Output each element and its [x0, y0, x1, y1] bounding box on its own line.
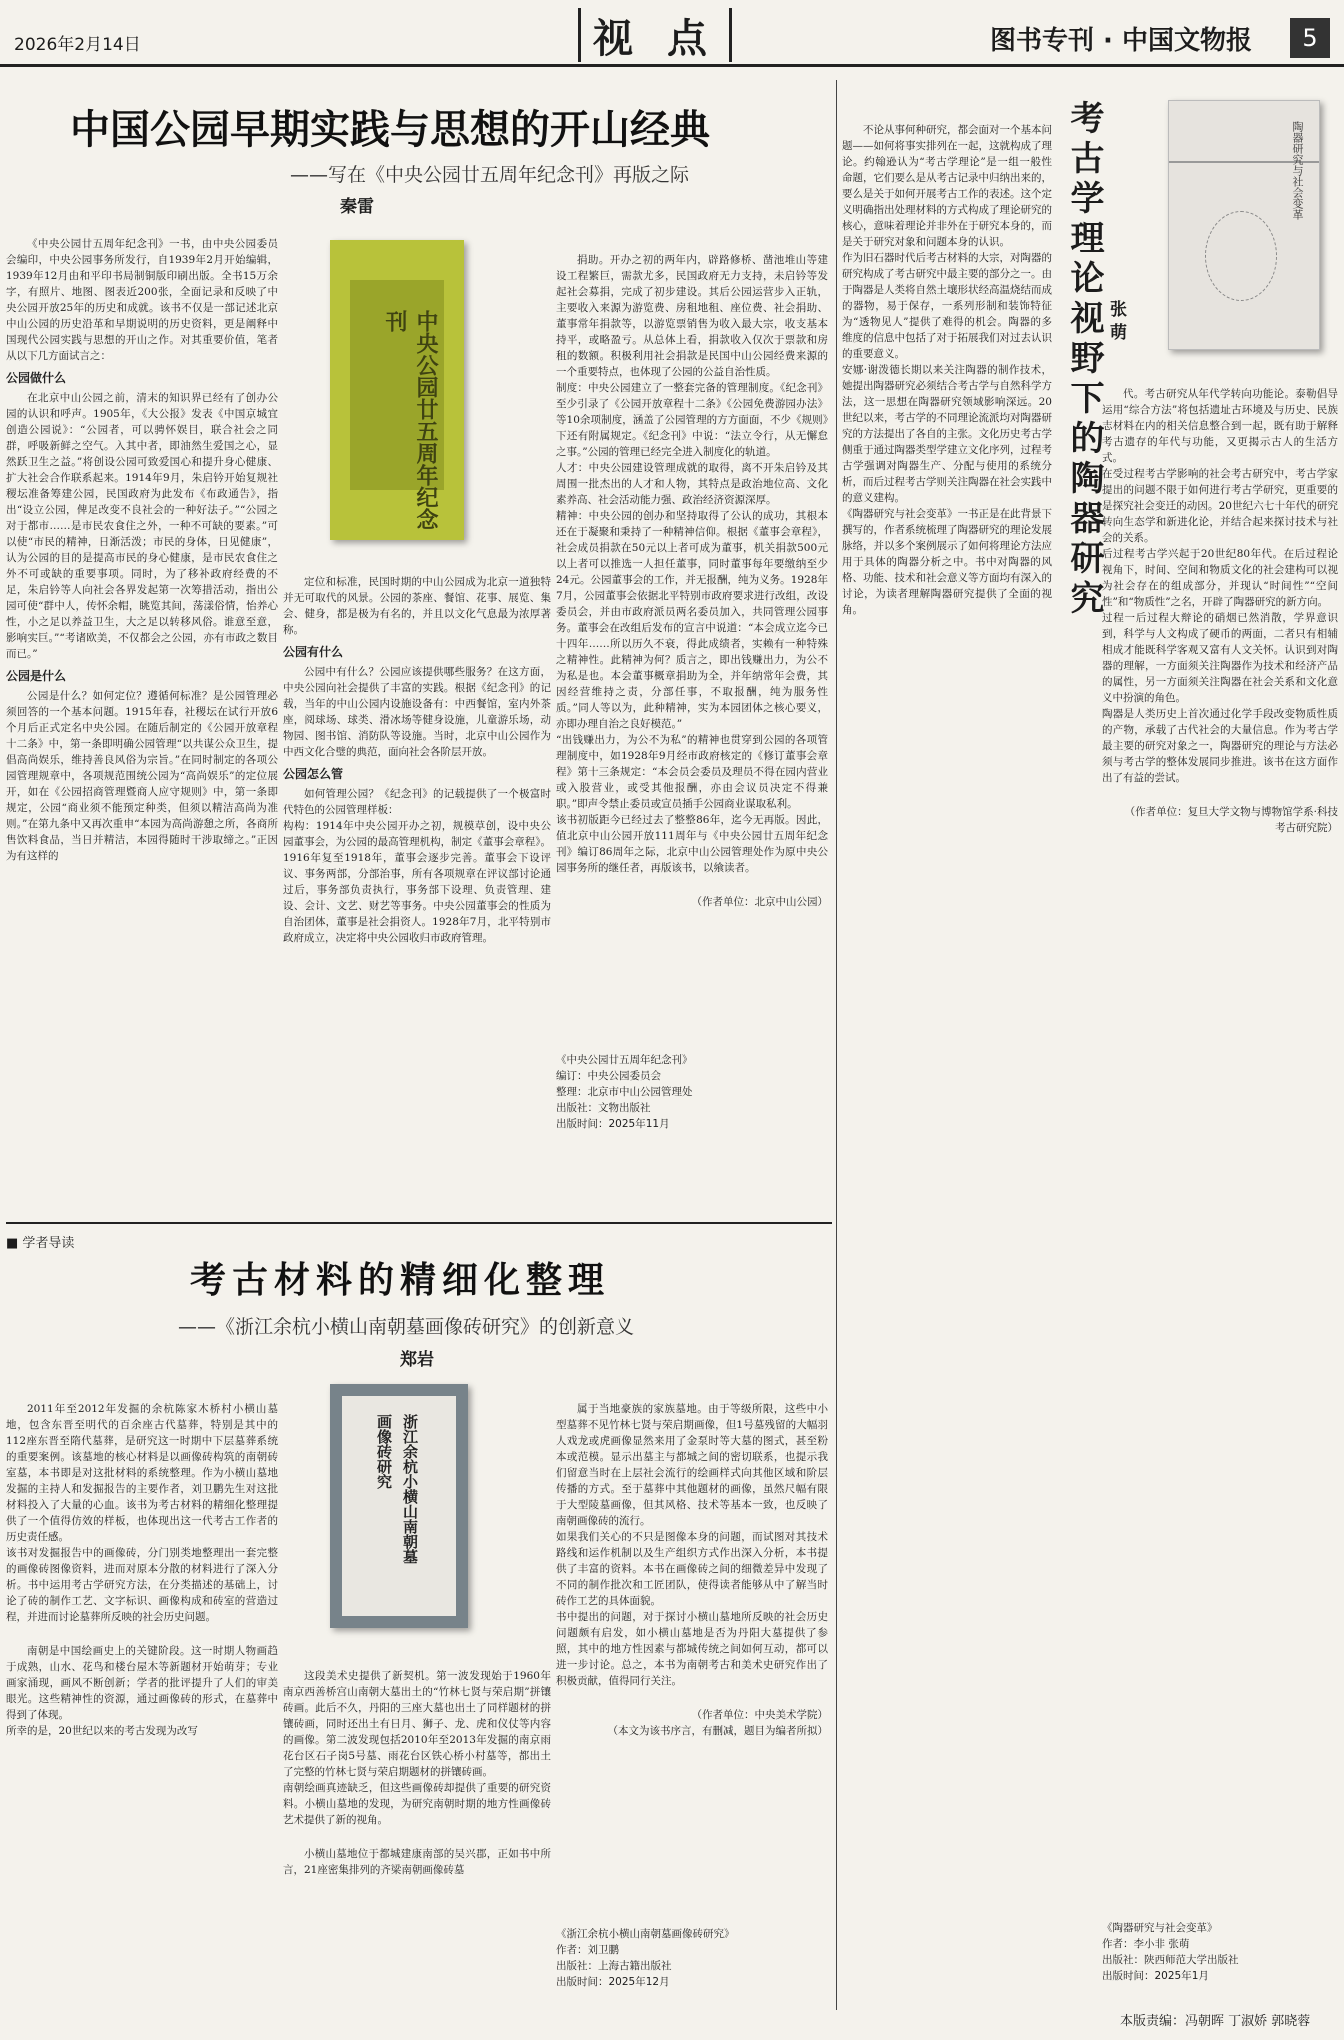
article1-author: 秦雷	[340, 197, 374, 217]
article1-heading-what: 公园是什么	[6, 669, 67, 683]
column-divider	[836, 80, 837, 2010]
article1-column-2	[283, 574, 551, 1214]
article1-column-3	[556, 236, 828, 996]
article1-who: 在北京中山公园之前，清末的知识界已经有了创办公园的认识和呼声。1905年，《大公报》发表《中国京城宜创造公园说》：“公园者，可以骋怀娱目，联合社会之同群，呼吸新鲜之空气。入其中者，即油然生爱国之心，显然跃卫生之益。”将创设公园可致爱国心和提升身心健康、扩大社会合作联系起来。1914年9月，朱启钤开始复规社稷坛准备筹建公园，民国政府为此发布《布政通告》，指出“设立公园，俾足改变不良社会的一种好法子。”“公园之对于都市……是市民农食住之外，一种不可缺的要素。”可以使“市民的精神，日渐活泼；市民的身体，日见健康”，认为公园的目的是提高市民的身心健康，是市民农食住之外不可或缺的重要事项。同时，为了移补政府经费的不足，朱启钤等人向社会各界发起第一次筹措活动，指出公园可使“群中人，传怀余帽，眺览其间，荡漾俗情，怡养心性，小之足以养益卫生，大之足以转移风俗。谁意至意，影响实巨。”“考诸欧美，不仅都会之公园，亦有市政之数目而已。”	[6, 392, 278, 660]
book-cover-xiaohengshan: 浙江余杭小横山南朝墓 画像砖研究	[330, 1384, 468, 1628]
book-date: 出版时间：2025年11月	[556, 1118, 670, 1130]
masthead-divider	[0, 64, 1344, 67]
article3-col2-text: 代。考古研究从年代学转向功能论。泰勒倡导运用“综合方法”将包括遗址古环境及与历史、民族志材料在内的相关信息整合到一起，既有助于解释考古遗存的年代与功能，又更揭示古人的生活方式。 在受过程考古学影响的社会考古研究中，考古学家提出的问题不限于如何进行考古学研究，更重要的是探究社会变迁的动因。20世纪六七十年代的研究转向生态学和新进化论，并结合起来探讨技术与社会的关系。 后过程考古学兴起于20世纪80年代。在后过程论视角下，时间、空间和物质文化的社会建构可以视为社会存在的组成部分，并现认“时间性”“空间性”和“物质性”之名，开辟了陶器研究的新方向。 过程一后过程大辩论的硝烟已然消散，学界意识到，科学与人文构成了硬币的两面，二者只有相辅相成才能既科学客观又富有人文关怀。认识到对陶器的理解，一方面须关注陶器作为技术和经济产品的属性，另一方面须关注陶器在社会关系和文化意义中扮演的角色。 陶器是人类历史上首次通过化学手段改变物质性质的产物，承载了古代社会的大量信息。作为考古学最主要的研究对象之一，陶器研究的理论与方法必须与考古学的整体发展同步推进。该书在这方面作出了有益的尝试。	[1102, 388, 1338, 784]
article3-affiliation: （作者单位：复旦大学文物与博物馆学系·科技考古研究院）	[1124, 806, 1338, 834]
section-title: 视 点	[578, 8, 732, 62]
article2-col2b-text: 小横山墓地位于都城建康南部的吴兴郡，正如书中所言，21座密集排列的齐梁南朝画像砖墓	[283, 1848, 551, 1876]
article1-manage: 如何管理公园？《纪念刊》的记载提供了一个极富时代特色的公园管理样板： 构构：1914年中央公园开办之初，规模草创，设中央公园董事会，为公园的最高管理机构，制定《董事会章程》。1916年复至1918年，董事会逐步完善。董事会下设评议、事务两部，分部治事，所有各项规章在评议部讨论通过后，事务部负责执行，事务部下设理、负责管理、建设、会计、文艺、财艺等事务。中央公园董事会的性质为自治团体，董事是社会捐资人。1928年7月，北平特别市政府成立，决定将中央公园收归市政府管理。	[283, 788, 551, 944]
article3-col1-text: 不论从事何种研究，都会面对一个基本问题——如何将事实排列在一起，这就构成了理论。约翰逊认为“考古学理论”是一组一般性命题，它们要么是从考古记录中归纳出来的，要么是关于如何开展考古工作的表述。这个定义明确指出处理材料的方式构成了理论研究的核心，意味着理论并非外在于研究本身的，而是关于研究对象和问题本身的认识。 作为旧石器时代后考古材料的大宗，对陶器的研究构成了考古研究中最主要的部分之一。由于陶器是人类将自然土壤形状经高温烧结而成的器物，易于保存，一系列形制和装饰特征为“透物见人”提供了难得的机会。陶器的多维度的信息中包括了对于拓展我们对过去认识的重要意义。 安娜·谢泼德长期以来关注陶器的制作技术，她提出陶器研究必须结合考古学与自然科学方法，这一思想在陶器研究领域影响深远。20世纪以来，考古学的不同理论流派均对陶器研究的方法提出了各自的主张。文化历史考古学侧重于通过陶器类型学建立文化序列，过程考古学强调对陶器生产、分配与使用的系统分析，而后过程考古学则关注陶器在社会实践中的意义建构。 《陶器研究与社会变革》一书正是在此背景下撰写的，作者系统梳理了陶器研究的理论发展脉络，并以多个案例展示了如何将理论方法应用于具体的陶器分析之中。书中对陶器的风格、功能、技术和社会意义等方面均有深入的讨论，为读者理解陶器研究提供了全面的视角。	[842, 124, 1052, 616]
page-number: 5	[1290, 18, 1330, 58]
article2-subtitle: ——《浙江余杭小横山南朝墓画像砖研究》的创新意义	[178, 1316, 635, 1338]
article1-heading-need: 公园有什么	[283, 645, 344, 659]
article3-author: 张萌	[1106, 300, 1126, 346]
article1-title: 中国公园早期实践与思想的开山经典	[70, 106, 710, 153]
article2-tag: ■ 学者导读	[6, 1236, 75, 1251]
article2-col2-text: 这段美术史提供了新契机。第一波发现始于1960年南京西善桥宫山南朝大墓出土的“竹林七贤与荣启期”拼镶砖画。此后不久，丹阳的三座大墓也出土了同样题材的拼镶砖画，同时还出土有日月、狮子、龙、虎和仪仗等内容的画像。第二波发现包括2010年至2013年发掘的南京雨花台区石子岗5号墓、雨花台区铁心桥小村墓等，都出土了完整的竹林七贤与荣启期题材的拼镶砖画。 南朝绘画真迹缺乏，但这些画像砖却提供了重要的研究资料。小横山墓地的发现，为研究南朝时期的地方性画像砖艺术提供了新的视角。	[283, 1670, 551, 1826]
book-title: 《中央公园廿五周年纪念刊》	[556, 1054, 693, 1066]
article2-column-1	[6, 1385, 278, 2000]
article2-top-rule	[6, 1222, 832, 1224]
article1-col3-text: 捐助。开办之初的两年内，辟路修桥、凿池堆山等建设工程繁巨，需款尤多，民国政府无力支持，未启钤等发起社会募捐，完成了初步建设。其后公园运营步入正轨，主要收入来源为游览费、房租地租、座位费、社会捐助、董事常年捐款等，以游览票销售为收入最大宗，收支基本持平，或略盈亏。从总体上看，捐款收入仅次于票款和房租的数额。积极利用社会捐款是民国中山公园经费来源的一个重要特点，也体现了公园的公益自治性质。 制度：中央公园建立了一整套完备的管理制度。《纪念刊》至少引录了《公园开放章程十二条》《公园免费游园办法》等10余项制度，涵盖了公园管理的方方面面，不少《规则》下还有附属规定。《纪念刊》中说：“法立令行，从无懈怠之事。”公园的管理已经完全进入制度化的轨道。 人才：中央公园建设管理成就的取得，离不开朱启钤及其周围一批杰出的人才和人物，其特点是政治地位高、文化素养高、社会活动能力强、政治经济资源深厚。 精神：中央公园的创办和坚持取得了公认的成功，其根本还在于凝聚和秉持了一种精神信仰。根据《董事会章程》，社会成员捐款在50元以上者可成为董事，机关捐款500元以上者可以推选一人担任董事，同时董事每年要缴纳至少24元。公园董事会的工作，并无报酬，纯为义务。1928年7月，公园董事会依据北平特别市政府要求进行改组，改设委员会，并由市政府派员两名委员加入，共同管理公园事务。董事会在改组后发布的宣言中说道：“本会成立迄今已十四年……所以历久不衰，得此成绩者，实赖有一种特殊之精神性。此精神为何？质言之，即出钱赚出力，为公不为私是也。本会董事概章捐助为全，并年纳常年会费，其因经营维持之责，分部任事，不取报酬，纯为服务性质。”同人等以为，此种精神，实为本园团体之核心要义，亦即办理自治之良好模范。” “出钱赚出力，为公不为私”的精神也贯穿到公园的各项管理制度中，如1928年9月经市政府核定的《修订董事会章程》第十三条规定：“本会员会委员及理员不得在园内营业或入股营业，或受其他报酬，亦由会议员决定不得兼职。”即声令禁止委员或宣员插手公园商业谋取私利。 该书初版距今已经过去了整整86年，迄今无再版。因此，值北京中山公园开放111周年与《中央公园廿五周年纪念刊》编订86周年之际，北京中山公园管理处作为原中央公园事务所的继任者，再版该书，以飨读者。	[556, 254, 828, 874]
article1-what: 公园是什么？如何定位？遵循何标准？是公园管理必须回答的一个基本问题。1915年春，社稷坛在试行开放6个月后正式定名中央公园。在随后制定的《公园开放章程十二条》中，第一条即明确公园管理“以共谋公众卫生，提倡高尚娱乐，维持善良风俗为宗旨。”在同时制定的各项公园管理规章中，各项规范围统公园为“高尚娱乐”的定位展开，如在《公园招商管理暨商人应守规则》中，第一条即规定，公园“商业须不能预定种类，但须以精洁高尚为准则。”在第九条中又再次重申“本园为高尚游憩之所，各商所售饮料食品，当日并精洁，本园得随时干涉取缔之。”正因为有这样的	[6, 690, 278, 862]
page-editors: 本版责编：冯朝晖 丁淑娇 郭晓蓉	[1120, 2014, 1311, 2029]
article3-column-2	[1102, 370, 1338, 1795]
book-publisher: 整理：北京市中山公园管理处	[556, 1086, 693, 1098]
book-author: 作者：刘卫鹏	[556, 1944, 619, 1956]
book-title: 《陶器研究与社会变革》	[1102, 1922, 1218, 1934]
paper-name: 图书专刊 · 中国文物报	[990, 26, 1252, 56]
book-press: 出版社：陕西师范大学出版社	[1102, 1954, 1239, 1966]
book-date: 出版时间：2025年1月	[1102, 1970, 1209, 1982]
article1-need: 公园中有什么？公园应该提供哪些服务？在这方面，中央公园向社会提供了丰富的实践。根据《纪念刊》的记载，当年的中山公园内设施设备有：中西餐馆，室内外茶座，阅球场、球类、滑冰场等健身设施，儿童游乐场，动物园、图书馆、消防队等设施。当时，北京中山公园作为中西文化合璧的典范，面向社会各阶层开放。	[283, 666, 551, 758]
article2-title: 考古材料的精细化整理	[190, 1259, 611, 1301]
article3-book-info	[1102, 1920, 1338, 1984]
book-author: 作者：李小非 张萌	[1102, 1938, 1190, 1950]
article1-heading-who: 公园做什么	[6, 371, 67, 385]
article1-col2-text: 定位和标准，民国时期的中山公园成为北京一道独特并无可取代的风景。公园的茶座、餐馆、花事、展览、集会、健身，都是极为有名的，并且以文化气息最为浓厚著称。	[283, 576, 551, 636]
article1-heading-manage: 公园怎么管	[283, 767, 344, 781]
book-date: 出版时间：2025年12月	[556, 1976, 670, 1988]
article2-col1-text: 2011年至2012年发掘的余杭陈家木桥村小横山墓地，包含东晋至明代的百余座古代墓葬，特别是其中的112座东晋至隋代墓葬，是研究这一时期中下层墓葬系统的重要案例。该墓地的核心材料是以画像砖构筑的南朝砖室墓，本书即是对这批材料的系统整理。作为小横山墓地发掘的主持人和发掘报告的主要作者，刘卫鹏先生对这批材料投入了大量的心血。该书为考古材料的精细化整理提供了一个值得仿效的样板，也体现出这一代考古工作者的历史责任感。 该书对发掘报告中的画像砖，分门别类地整理出一套完整的画像砖图像资料，进而对原本分散的材料进行了深入分析。书中运用考古学研究方法，在分类描述的基础上，讨论了砖的制作工艺、文字标识、画像构成和砖室的营造过程，并进而讨论墓葬所反映的社会历史问题。	[6, 1403, 278, 1623]
book-press: 出版社：上海古籍出版社	[556, 1960, 672, 1972]
article1-intro: 《中央公园廿五周年纪念刊》一书，由中央公园委员会编印，中央公园事务所发行，自1939年2月开始编辑，1939年12月由和平印书局制铜版印刷出版。全书15万余字，有照片、地图、图表近200张，全面记录和反映了中央公园开放25年的历史和成就。该书不仅是一部记述北京中山公园的历史沿革和早期说明的历史资料，更是阐释中国现代公园实践与思想的开山之作。对其重要价值，笔者从以下几方面试言之：	[6, 238, 278, 362]
article1-affiliation: （作者单位：北京中山公园）	[691, 896, 828, 908]
article1-subtitle: ——写在《中央公园廿五周年纪念刊》再版之际	[290, 164, 690, 186]
article2-book-info	[556, 1926, 826, 1990]
article2-affiliation: （作者单位：中央美术学院） （本文为该书序言，有删减，题目为编者所拟）	[607, 1709, 828, 1737]
article2-col1b-text: 南朝是中国绘画史上的关键阶段。这一时期人物画趋于成熟，山水、花鸟和楼台屋木等新题材开始萌芽；专业画家涌现，画风不断创新；学者的批评提升了人们的审美眼光。这些精神性的资源，通过画像砖的形式，在墓葬中得到了体现。 所幸的是，20世纪以来的考古发现为改写	[6, 1645, 278, 1737]
book-press: 出版社：文物出版社	[556, 1102, 651, 1114]
article3-column-1	[842, 106, 1052, 1951]
issue-date: 2026年2月14日	[14, 35, 141, 55]
book-title: 《浙江余杭小横山南朝墓画像砖研究》	[556, 1928, 735, 1940]
book-cover-ceramics: 陶器研究与社会变革	[1168, 100, 1320, 350]
article3-title: 考古学理论视野下的陶器研究	[1064, 100, 1104, 620]
article1-column-1	[6, 236, 278, 1211]
article2-column-3	[556, 1385, 828, 1873]
article1-book-info	[556, 1052, 826, 1132]
article2-author: 郑岩	[400, 1350, 434, 1370]
book-editor: 编订：中央公园委员会	[556, 1070, 661, 1082]
article2-column-2	[283, 1652, 551, 2002]
book-cover-central-park: 中央公园廿五周年纪念刊	[330, 240, 464, 540]
article2-col3-text: 属于当地豪族的家族墓地。由于等级所限，这些中小型墓葬不见竹林七贤与荣启期画像，但1号墓残留的大幅羽人戏龙或虎画像显然来用了金泵时等大墓的图式，甚至粉本或范模。显示出墓主与都城之间的密切联系，也提示我们留意当时在上层社会流行的绘画样式向其他区域和阶层传播的方式。至于墓葬中其他题材的画像，虽然尺幅有限于大型陵墓画像，但其风格、技术等基本一致，也反映了南朝画像砖的流行。 如果我们关心的不只是图像本身的问题，而试图对其技术路线和运作机制以及生产组织方式作出深入分析，本书提供了丰富的资料。本书在画像砖之间的细微差异中发现了不同的制作批次和工匠团队，使得读者能够从中了解当时砖作工艺的具体面貌。 书中提出的问题，对于探讨小横山墓地所反映的社会历史问题颇有启发，如小横山墓地是否为丹阳大墓提供了参照，其中的地方性因素与都城传统之间如何互动，都可以进一步讨论。总之，本书为南朝考古和美术史研究作出了积极贡献，值得同行关注。	[556, 1403, 828, 1687]
